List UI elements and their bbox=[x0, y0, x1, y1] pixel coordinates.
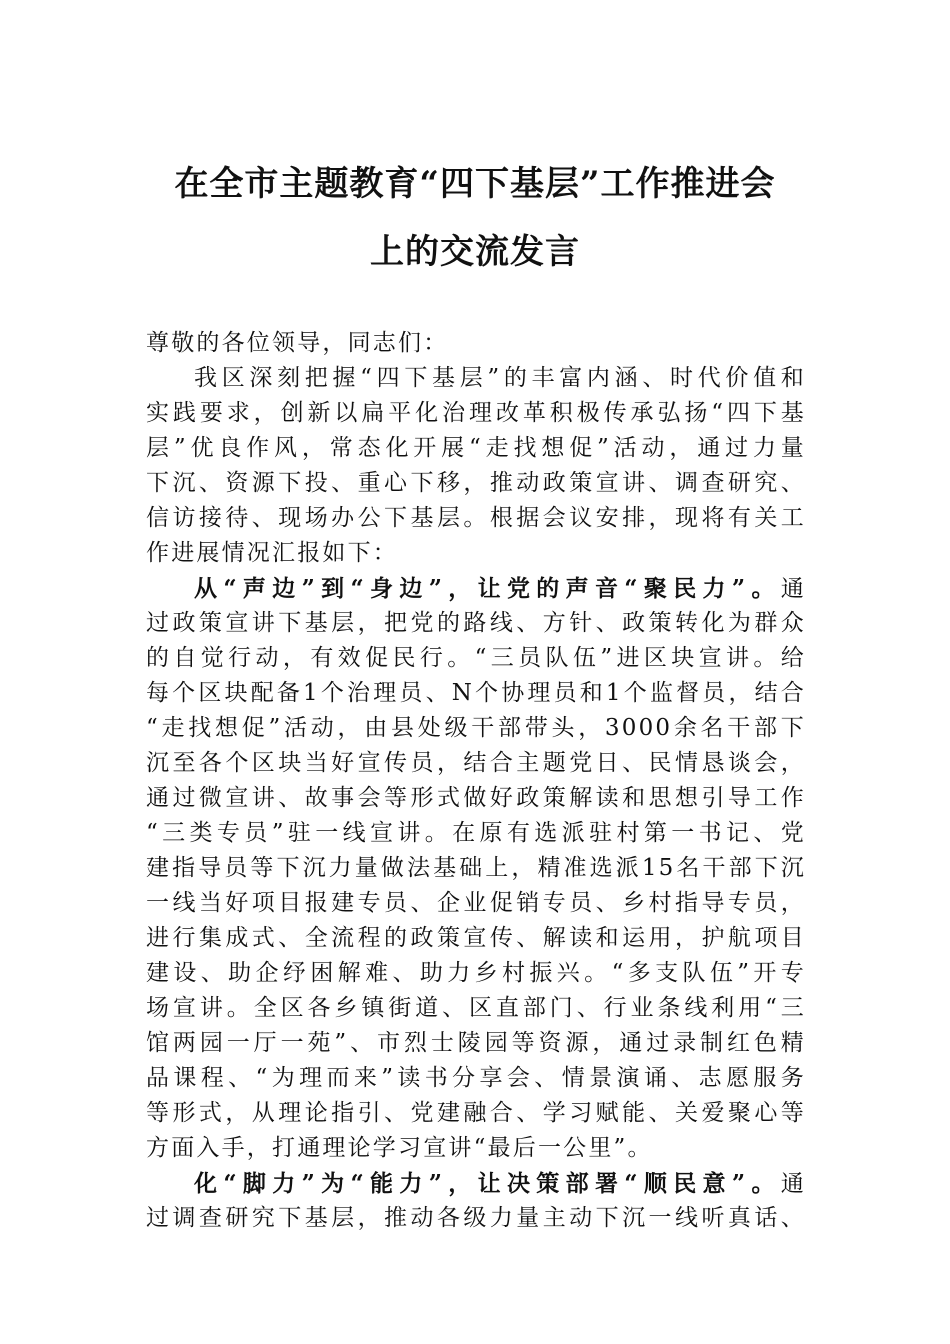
title-line-1: 在全市主题教育“四下基层”工作推进会 bbox=[174, 164, 776, 204]
salutation: 尊敬的各位领导，同志们： bbox=[146, 330, 449, 356]
title-line-2: 上的交流发言 bbox=[370, 232, 580, 272]
paragraph-2-line: 每个区块配备1个治理员、N个协理员和1个监督员，结合 bbox=[146, 680, 806, 706]
paragraph-2-line: “走找想促”活动，由县处级干部带头，3000余名干部下 bbox=[146, 715, 806, 741]
paragraph-2-line: 场宣讲。全区各乡镇街道、区直部门、行业条线利用“三 bbox=[146, 995, 806, 1021]
paragraph-1-line: 信访接待、现场办公下基层。根据会议安排，现将有关工 bbox=[146, 505, 806, 531]
paragraph-1-line: 实践要求，创新以扁平化治理改革积极传承弘扬“四下基 bbox=[146, 400, 806, 426]
paragraph-2-line: 过政策宣讲下基层，把党的路线、方针、政策转化为群众 bbox=[146, 610, 806, 636]
section-heading-1: 从“声边”到“身边”，让党的声音“聚民力”。 bbox=[194, 575, 781, 602]
paragraph-2-line: 馆两园一厅一苑”、市烈士陵园等资源，通过录制红色精 bbox=[146, 1030, 806, 1056]
paragraph-2-line: “三类专员”驻一线宣讲。在原有选派驻村第一书记、党 bbox=[146, 820, 806, 846]
section-heading-2: 化“脚力”为“能力”，让决策部署“顺民意”。 bbox=[194, 1170, 781, 1197]
paragraph-2-line: 的自觉行动，有效促民行。“三员队伍”进区块宣讲。给 bbox=[146, 645, 806, 671]
paragraph-2-line: 建指导员等下沉力量做法基础上，精准选派15名干部下沉 bbox=[146, 855, 806, 881]
paragraph-3-line: 过调查研究下基层，推动各级力量主动下沉一线听真话、 bbox=[146, 1205, 806, 1231]
paragraph-3-first-line bbox=[146, 1166, 806, 1201]
document-body bbox=[146, 326, 806, 1236]
paragraph-1-line: 层”优良作风，常态化开展“走找想促”活动，通过力量 bbox=[146, 435, 806, 461]
paragraph-2-line: 建设、助企纾困解难、助力乡村振兴。“多支队伍”开专 bbox=[146, 960, 806, 986]
paragraph-2-line: 方面入手，打通理论学习宣讲“最后一公里”。 bbox=[146, 1135, 653, 1161]
paragraph-3-first-tail: 通 bbox=[780, 1171, 806, 1197]
paragraph-1-line: 我区深刻把握“四下基层”的丰富内涵、时代价值和 bbox=[194, 365, 806, 391]
paragraph-2-first-line bbox=[146, 571, 806, 606]
paragraph-2-line: 通过微宣讲、故事会等形式做好政策解读和思想引导工作 bbox=[146, 785, 806, 811]
paragraph-1-line: 下沉、资源下投、重心下移，推动政策宣讲、调查研究、 bbox=[146, 470, 806, 496]
paragraph-1-line: 作进展情况汇报如下： bbox=[146, 540, 398, 566]
paragraph-2-line: 进行集成式、全流程的政策宣传、解读和运用，护航项目 bbox=[146, 925, 806, 951]
paragraph-2-line: 一线当好项目报建专员、企业促销专员、乡村指导专员， bbox=[146, 890, 806, 916]
paragraph-2-line: 品课程、“为理而来”读书分享会、情景演诵、志愿服务 bbox=[146, 1065, 806, 1091]
paragraph-2-first-tail: 通 bbox=[780, 576, 806, 602]
paragraph-2-line: 等形式，从理论指引、党建融合、学习赋能、关爱聚心等 bbox=[146, 1100, 806, 1126]
paragraph-2-line: 沉至各个区块当好宣传员，结合主题党日、民情恳谈会， bbox=[146, 750, 806, 776]
